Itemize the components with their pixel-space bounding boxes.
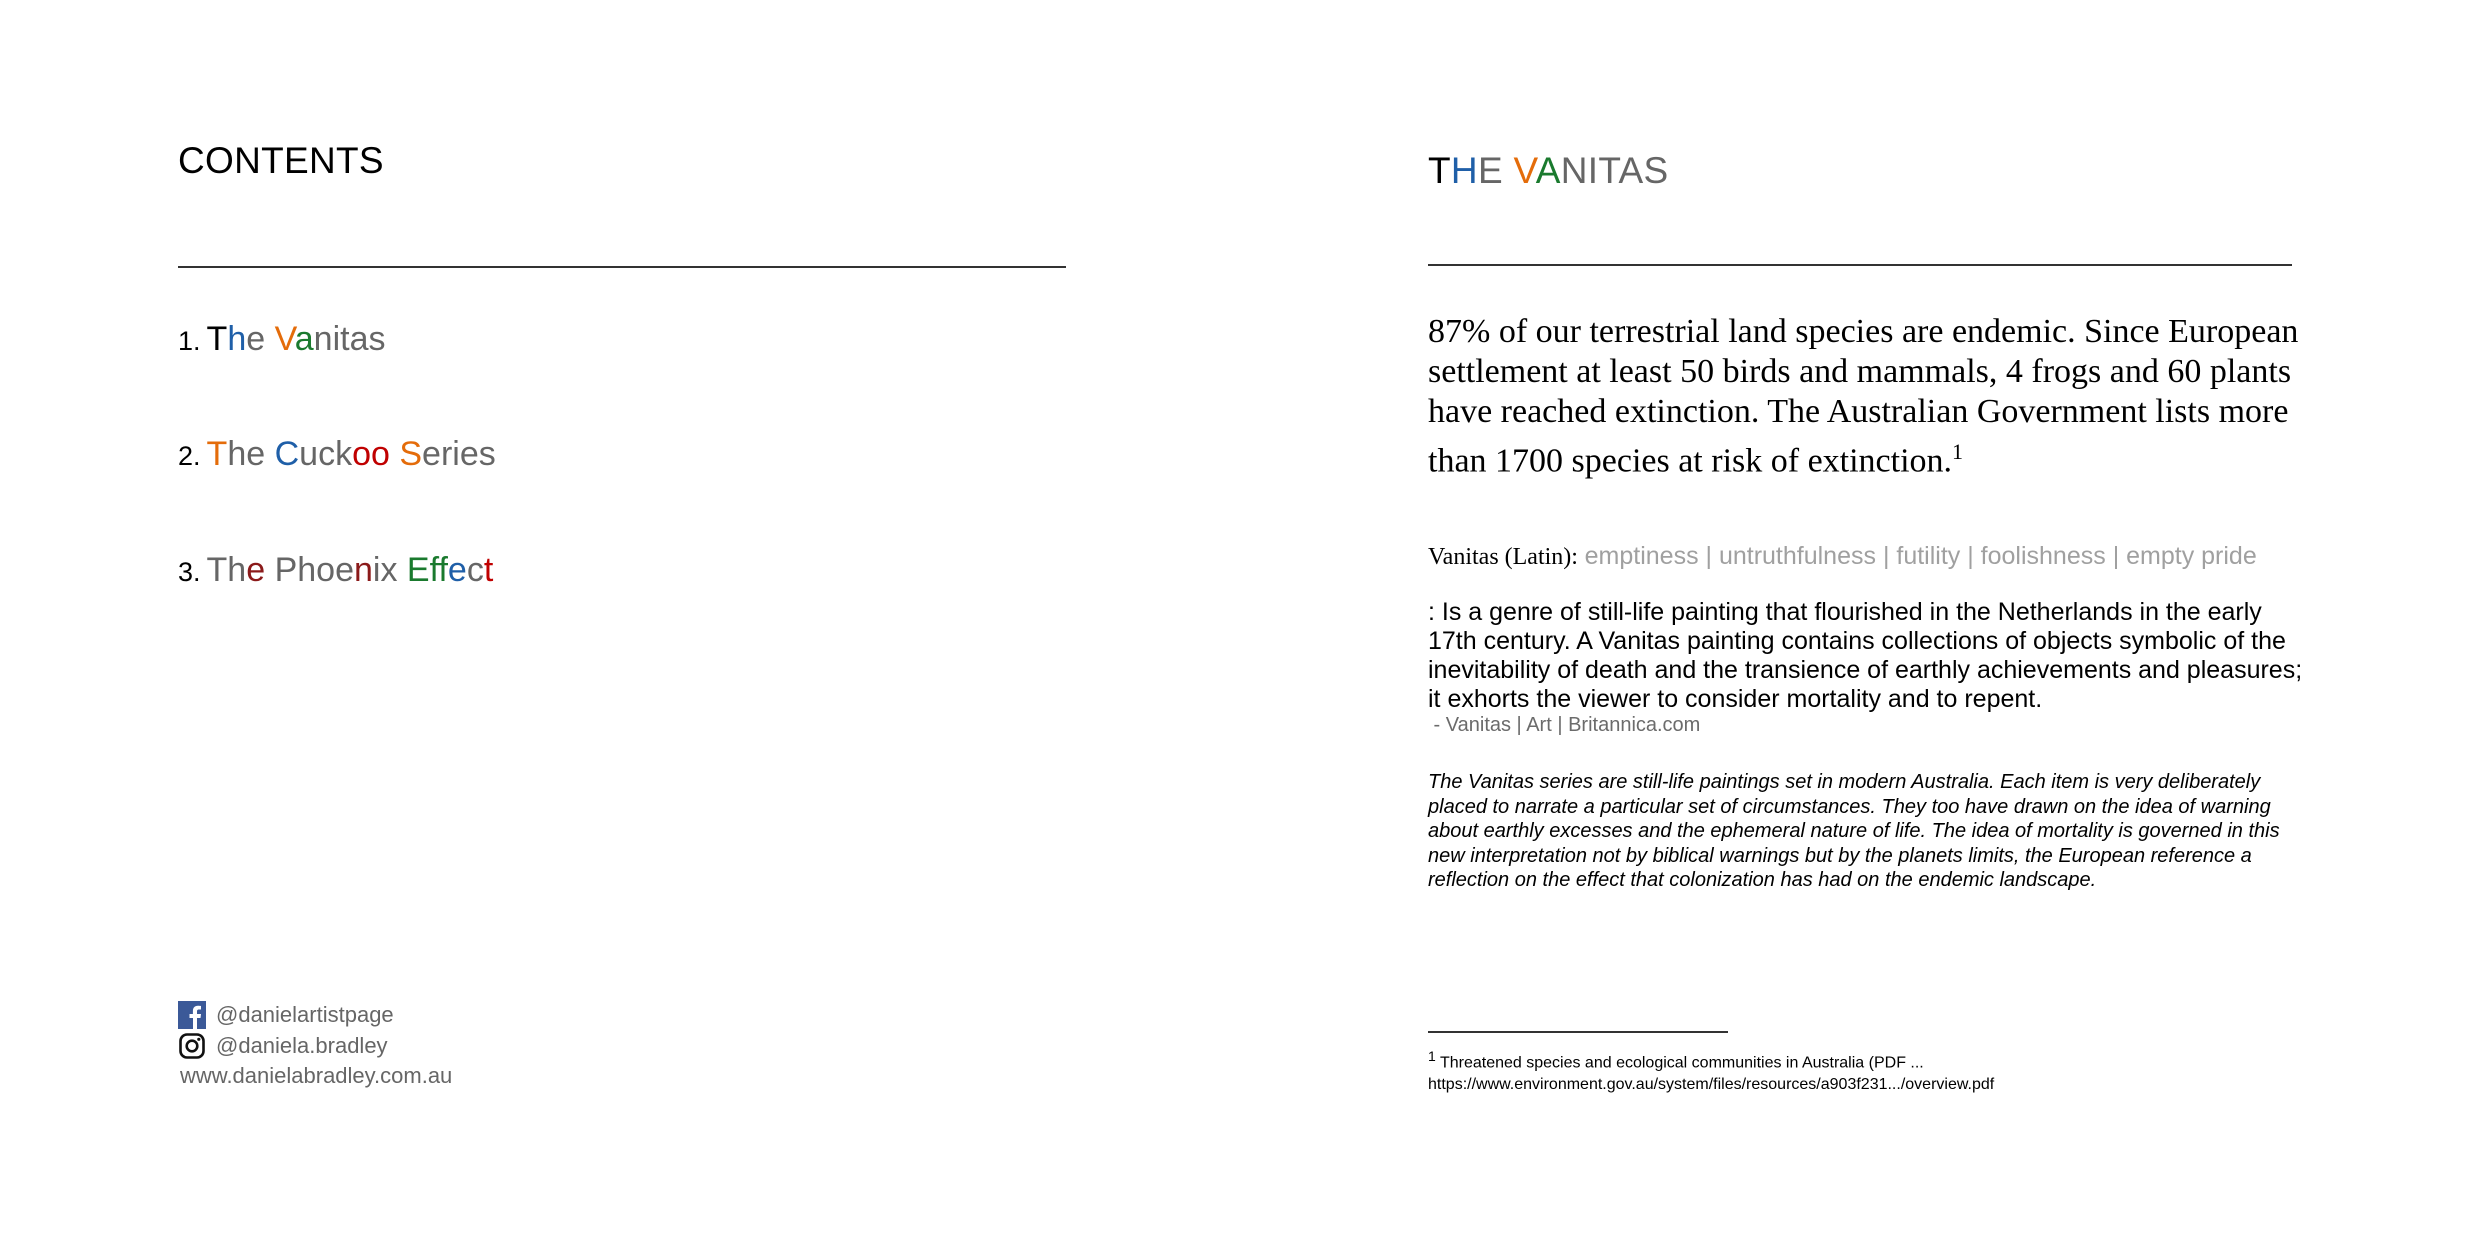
footnote-divider xyxy=(1428,1031,1728,1033)
title-letter: E xyxy=(1477,150,1514,191)
title-letter: oo xyxy=(352,435,390,473)
footnote-number: 1 xyxy=(1428,1048,1436,1064)
vanitas-divider xyxy=(1428,264,2292,266)
instagram-handle-text: @daniela.bradley xyxy=(216,1033,388,1058)
title-letter: h xyxy=(227,320,247,358)
title-letter: uck xyxy=(299,435,353,473)
title-letter: eries xyxy=(422,435,496,473)
instagram-icon xyxy=(178,1032,206,1060)
title-letter: e xyxy=(246,435,275,473)
title-letter: nitas xyxy=(313,320,386,358)
toc-item-vanitas[interactable] xyxy=(178,320,386,359)
toc-title xyxy=(207,320,386,358)
toc-item-cuckoo-series[interactable] xyxy=(178,435,496,474)
lead-paragraph xyxy=(1428,312,2308,481)
series-description: The Vanitas series are still-life paintings set in modern Australia. Each item is very deliberately placed to narrate a particular set of circumstances. They too have drawn on the idea of warning about earthly excesses and the ephemeral nature of life. The idea of mortality is governed in this new interpretation not by biblical warnings but by the planets limits, the European reference a reflection on the effect that colonization has had on the endemic landscape. xyxy=(1428,771,2280,891)
title-letter: S xyxy=(399,435,423,473)
title-letter: n xyxy=(354,551,373,589)
title-letter: Phoe xyxy=(265,551,354,589)
title-letter: E xyxy=(406,551,430,589)
contents-heading: CONTENTS xyxy=(178,140,384,181)
title-letter: e xyxy=(246,320,275,358)
title-letter: h xyxy=(227,435,247,473)
toc-item-phoenix-effect[interactable] xyxy=(178,551,493,590)
toc-number: 2. xyxy=(178,441,201,471)
title-letter: A xyxy=(1535,150,1561,191)
contents-divider xyxy=(178,266,1066,268)
title-letter: a xyxy=(294,320,314,358)
toc-title xyxy=(207,435,496,473)
toc-number: 1. xyxy=(178,326,201,356)
footnote xyxy=(1428,1045,2308,1096)
title-letter: e xyxy=(447,551,467,589)
title-letter: Th xyxy=(206,551,247,589)
britannica-quote: : Is a genre of still-life painting that flourished in the Netherlands in the early 17th century. A Vanitas painting contains collections of objects symbolic of the inevitability of death and the transience of earthly achievements and pleasures; it exhorts the viewer to consider mortality and to repent. xyxy=(1428,598,2303,713)
website-link[interactable]: www.danielabradley.com.au xyxy=(180,1063,453,1088)
vanitas-title-text xyxy=(1428,150,1668,191)
title-letter: H xyxy=(1450,150,1478,191)
title-letter: ix xyxy=(372,551,407,589)
facebook-icon xyxy=(178,1001,206,1029)
title-letter xyxy=(390,435,399,473)
title-letter: T xyxy=(206,320,228,358)
title-letter: NITAS xyxy=(1560,150,1669,191)
toc-title xyxy=(207,551,494,589)
toc-number: 3. xyxy=(178,557,201,587)
definition-terms: emptiness | untruthfulness | futility | foolishness | empty pride xyxy=(1584,542,2257,570)
vanitas-title xyxy=(1428,150,1668,192)
lead-text: 87% of our terrestrial land species are endemic. Since European settlement at least 50 birds and mammals, 4 frogs and 60 plants have reached extinction. The Australian Government lists more than 1700 species at risk of extinction. xyxy=(1428,313,2299,480)
facebook-handle-text: @danielartistpage xyxy=(216,1002,394,1027)
instagram-handle[interactable] xyxy=(178,1032,388,1060)
definition-label: Vanitas (Latin): xyxy=(1428,544,1578,570)
title-letter: ff xyxy=(429,551,448,589)
title-letter: V xyxy=(274,320,295,358)
footnote-ref[interactable]: 1 xyxy=(1952,439,1964,464)
definition-line xyxy=(1428,542,2257,571)
quote-source: - Vanitas | Art | Britannica.com xyxy=(1428,714,1701,736)
title-letter: e xyxy=(246,551,266,589)
footnote-url[interactable]: https://www.environment.gov.au/system/files/resources/a903f231.../overview.pdf xyxy=(1428,1076,1995,1094)
facebook-handle[interactable] xyxy=(178,1001,394,1029)
title-letter: T xyxy=(206,435,228,473)
title-letter: c xyxy=(466,551,484,589)
title-letter: V xyxy=(1513,150,1536,191)
title-letter: t xyxy=(483,551,494,589)
title-letter: T xyxy=(1428,150,1451,191)
title-letter: C xyxy=(274,435,300,473)
footnote-text: Threatened species and ecological communities in Australia (PDF ... xyxy=(1435,1054,1924,1072)
